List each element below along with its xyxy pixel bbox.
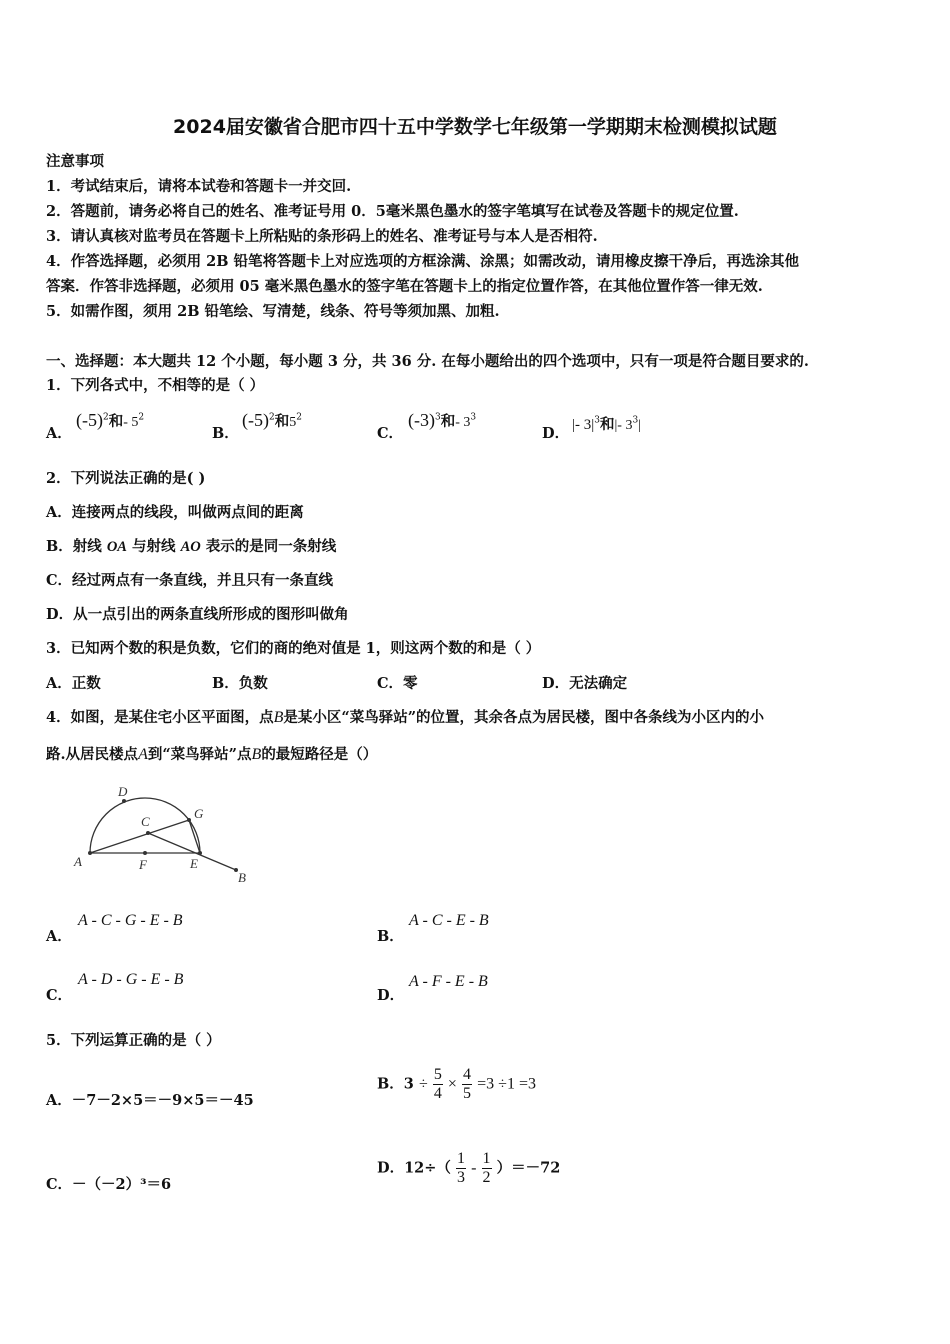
q4-option-c: A - D - G - E - B xyxy=(78,971,184,988)
q5-option-a: A．－7－2×5＝－9×5＝－45 xyxy=(46,1092,254,1109)
q1-option-d: |- $3|^3$和|- $3^3|$ xyxy=(572,415,642,433)
line-a-g xyxy=(90,820,189,853)
q4-label-a: A． xyxy=(46,928,72,945)
q5-stem: 5．下列运算正确的是（ ） xyxy=(46,1032,221,1049)
label-d: D xyxy=(118,784,128,799)
q1-option-b: $(-5)^2$和$5^2$ xyxy=(242,410,302,430)
q2-option-c: C．经过两点有一条直线，并且只有一条直线 xyxy=(46,572,334,589)
notice-item-2: 2．答题前，请务必将自己的姓名、准考证号用 0．5毫米黑色墨水的签字笔填写在试卷及答题卡的规定位置. xyxy=(46,203,739,220)
label-g: G xyxy=(194,806,204,821)
q1-option-c: $(-3)^3$和- $3^3$ xyxy=(408,410,477,430)
q2-option-d: D．从一点引出的两条直线所形成的图形叫做角 xyxy=(46,606,349,623)
q1-label-c: C． xyxy=(377,425,404,442)
point-g xyxy=(187,818,191,822)
q4-label-b: B． xyxy=(377,928,404,945)
line-g-e xyxy=(189,820,200,853)
label-e: E xyxy=(190,856,198,871)
q4-stem-line1: 4．如图，是某住宅小区平面图，点B是某小区“菜鸟驿站”的位置，其余各点为居民楼，图中各条线为小区内的小 xyxy=(46,709,765,726)
section-heading: 一、选择题：本大题共 12 个小题，每小题 3 分，共 36 分. 在每小题给出的四个选项中，只有一项是符合题目要求的. xyxy=(46,353,809,370)
q4-option-d: A - F - E - B xyxy=(409,973,488,990)
q5-option-c: C．－（－2）³＝6 xyxy=(46,1176,172,1193)
point-f xyxy=(143,851,147,855)
point-d xyxy=(122,799,126,803)
notice-item-4: 4．作答选择题，必须用 2B 铅笔将答题卡上对应选项的方框涂满、涂黑；如需改动，请用橡皮擦干净后，再选涂其他 xyxy=(46,253,800,270)
notice-item-5: 5．如需作图，须用 2B 铅笔绘、写清楚，线条、符号等须加黑、加粗. xyxy=(46,303,500,320)
q3-option-c: C．零 xyxy=(377,675,418,692)
q4-label-c: C． xyxy=(46,987,73,1004)
q5-option-d: D．12÷（ $\frac{1}{3}$ - $\frac{1}{2}$ ）＝－72 xyxy=(377,1150,561,1186)
q1-label-d: D． xyxy=(542,425,570,442)
point-c xyxy=(146,831,150,835)
q3-option-a: A．正数 xyxy=(46,675,101,692)
q2-option-b: B．射线 OA 与射线 AO 表示的是同一条射线 xyxy=(46,538,337,555)
label-f: F xyxy=(139,857,147,872)
notice-item-4-cont: 答案．作答非选择题，必须用 05 毫米黑色墨水的签字笔在答题卡上的指定位置作答，在其他位置作答一律无效. xyxy=(46,278,763,295)
point-e xyxy=(198,851,202,855)
point-a xyxy=(88,851,92,855)
q5-option-b: B．3 ÷ $\frac{5}{4}$ × $\frac{4}{5}$ =3 ÷1 =3 xyxy=(377,1066,536,1102)
q1-label-b: B． xyxy=(212,425,239,442)
q2-stem: 2．下列说法正确的是( ) xyxy=(46,470,206,487)
q4-figure xyxy=(60,778,270,890)
q4-stem-line2: 路.从居民楼点A到“菜鸟驿站”点B的最短路径是（） xyxy=(46,746,378,763)
q4-option-a: A - C - G - E - B xyxy=(78,912,183,929)
label-c: C xyxy=(141,814,150,829)
notice-item-1: 1．考试结束后，请将本试卷和答题卡一并交回. xyxy=(46,178,352,195)
q1-option-a: $(-5)^2$和- $5^2$ xyxy=(76,410,145,430)
notice-heading: 注意事项 xyxy=(46,153,104,170)
q1-label-a: A． xyxy=(46,425,72,442)
q3-option-d: D．无法确定 xyxy=(542,675,628,692)
notice-item-3: 3．请认真核对监考员在答题卡上所粘贴的条形码上的姓名、准考证号与本人是否相符. xyxy=(46,228,598,245)
q3-stem: 3．已知两个数的积是负数，它们的商的绝对值是 1，则这两个数的和是（ ） xyxy=(46,640,541,657)
q2-option-a: A．连接两点的线段，叫做两点间的距离 xyxy=(46,504,304,521)
q1-stem: 1．下列各式中，不相等的是（ ） xyxy=(46,377,265,394)
q3-option-b: B．负数 xyxy=(212,675,268,692)
label-a: A xyxy=(74,854,82,869)
page-title: 2024届安徽省合肥市四十五中学数学七年级第一学期期末检测模拟试题 xyxy=(173,116,777,138)
q4-option-b: A - C - E - B xyxy=(409,912,489,929)
label-b: B xyxy=(238,870,246,885)
q4-label-d: D． xyxy=(377,987,405,1004)
